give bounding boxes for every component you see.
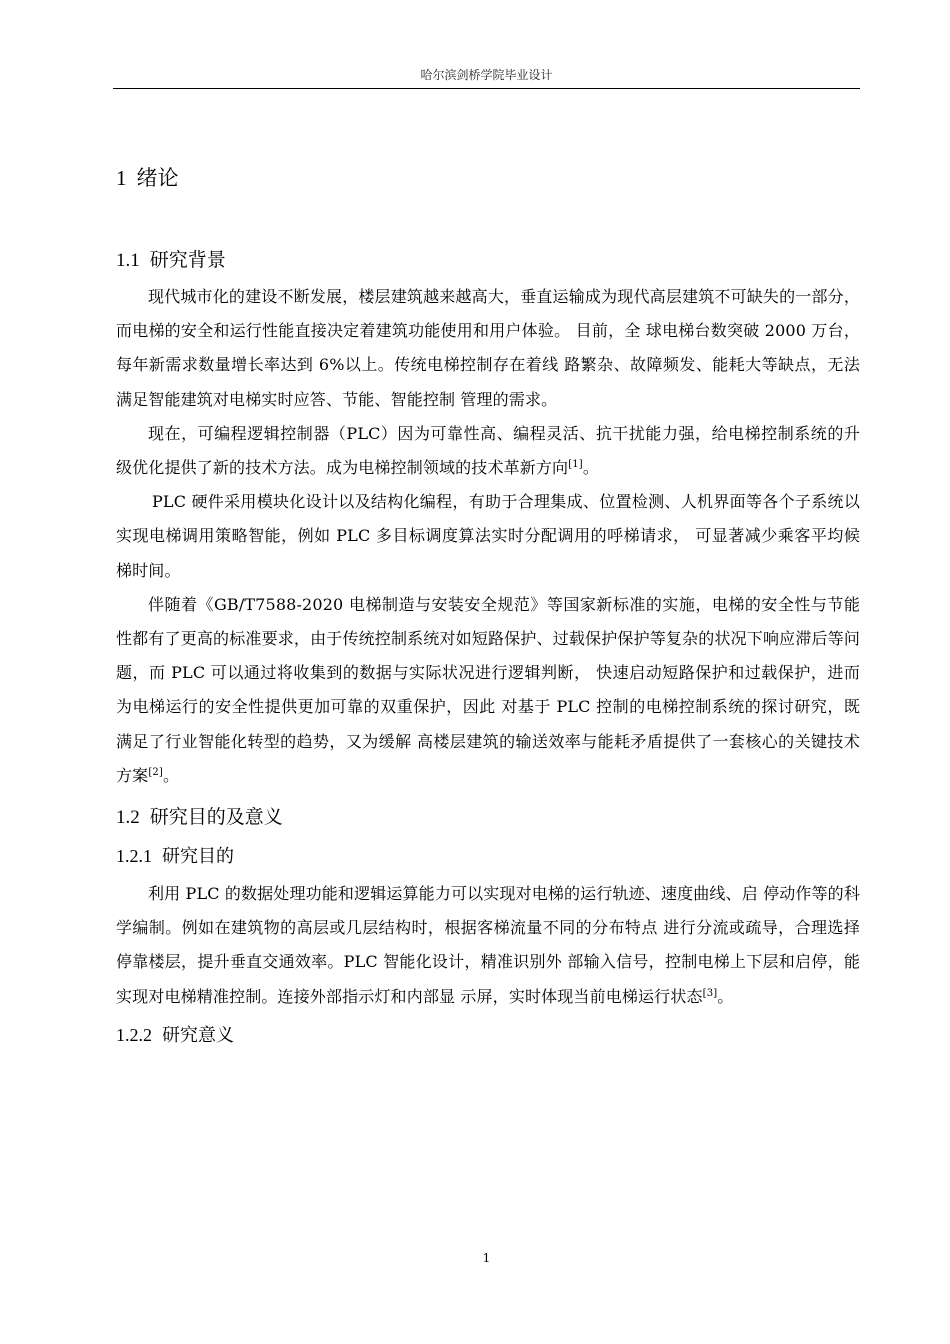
subsection-title: 研究目的	[162, 846, 234, 868]
citation-ref: [1]	[568, 459, 583, 471]
paragraph-end: 。	[162, 765, 180, 785]
subsection-heading-1-2-1	[116, 839, 860, 873]
paragraph-end: 。	[717, 986, 734, 1006]
paragraph	[116, 588, 860, 793]
section-title: 研究目的及意义	[149, 806, 283, 829]
chapter-heading	[116, 158, 860, 198]
paragraph-text: 利用 PLC 的数据处理功能和逻辑运算能力可以实现对电梯的运行轨迹、速度曲线、启 停动作等的科学编制。例如在建筑物的高层或几层结构时，根据客梯流量不同的分布特点 进行分流或疏导，合理选择停靠楼层，提升垂直交通效率。PLC 智能化设计，精准识别外 部输入信号，控制电梯上下层和启停，能实现对电梯精准控制。连接外部指示灯和内部显 示屏，实时体现当前电梯运行状态	[116, 884, 860, 1006]
citation-ref: [2]	[148, 766, 163, 778]
paragraph: 现代城市化的建设不断发展，楼层建筑越来越高大，垂直运输成为现代高层建筑不可缺失的一部分，而电梯的安全和运行性能直接决定着建筑功能使用和用户体验。 目前，全 球电梯台数突破 2000 万台，每年新需求数量增长率达到 6%以上。传统电梯控制存在着线 路繁杂、故障频发、能耗大等缺点，无法满足智能建筑对电梯实时应答、节能、智能控制 管理的需求。	[116, 287, 860, 409]
subsection-title: 研究意义	[162, 1024, 234, 1046]
paragraph: PLC 硬件采用模块化设计以及结构化编程，有助于合理集成、位置检测、人机界面等各个子系统以实现电梯调用策略智能，例如 PLC 多目标调度算法实时分配调用的呼梯请求， 可显著减少乘客平均候梯时间。	[116, 492, 860, 580]
subsection-number: 1.2.2	[116, 1024, 152, 1045]
subsection-number: 1.2.1	[116, 846, 152, 867]
paragraph-end: 。	[582, 458, 599, 478]
page-number: 1	[482, 1251, 491, 1265]
chapter-number: 1	[116, 166, 127, 190]
section-number: 1.2	[116, 807, 140, 829]
paragraph	[116, 877, 860, 1014]
section-heading-1-2	[116, 799, 860, 835]
chapter-title: 绪论	[136, 166, 179, 190]
page-header: 哈尔滨剑桥学院毕业设计	[420, 68, 553, 82]
citation-ref: [3]	[702, 987, 718, 999]
paragraph	[116, 417, 860, 485]
section-number: 1.1	[116, 250, 140, 271]
page-content	[116, 158, 860, 1056]
paragraph-text: 现在，可编程逻辑控制器（PLC）因为可靠性高、编程灵活、抗干扰能力强，给电梯控制系统的升级优化提供了新的技术方法。成为电梯控制领域的技术革新方向	[116, 423, 860, 478]
subsection-heading-1-2-2	[116, 1018, 860, 1052]
section-title: 研究背景	[149, 249, 226, 271]
header-divider	[113, 88, 860, 89]
section-heading-1-1	[116, 242, 860, 278]
paragraph-text: 伴随着《GB/T7588-2020 电梯制造与安装安全规范》等国家新标准的实施，电梯的安全性与节能性都有了更高的标准要求，由于传统控制系统对如短路保护、过载保护保护等复杂的状况下响应滞后等问题，而 PLC 可以通过将收集到的数据与实际状况进行逻辑判断， 快速启动短路保护和过载保护，进而为电梯运行的安全性提供更加可靠的双重保护，因此 对基于 PLC 控制的电梯控制系统的探讨研究，既满足了行业智能化转型的趋势，又为缓解 高楼层建筑的输送效率与能耗矛盾提供了一套核心的关键技术方案	[116, 594, 860, 785]
